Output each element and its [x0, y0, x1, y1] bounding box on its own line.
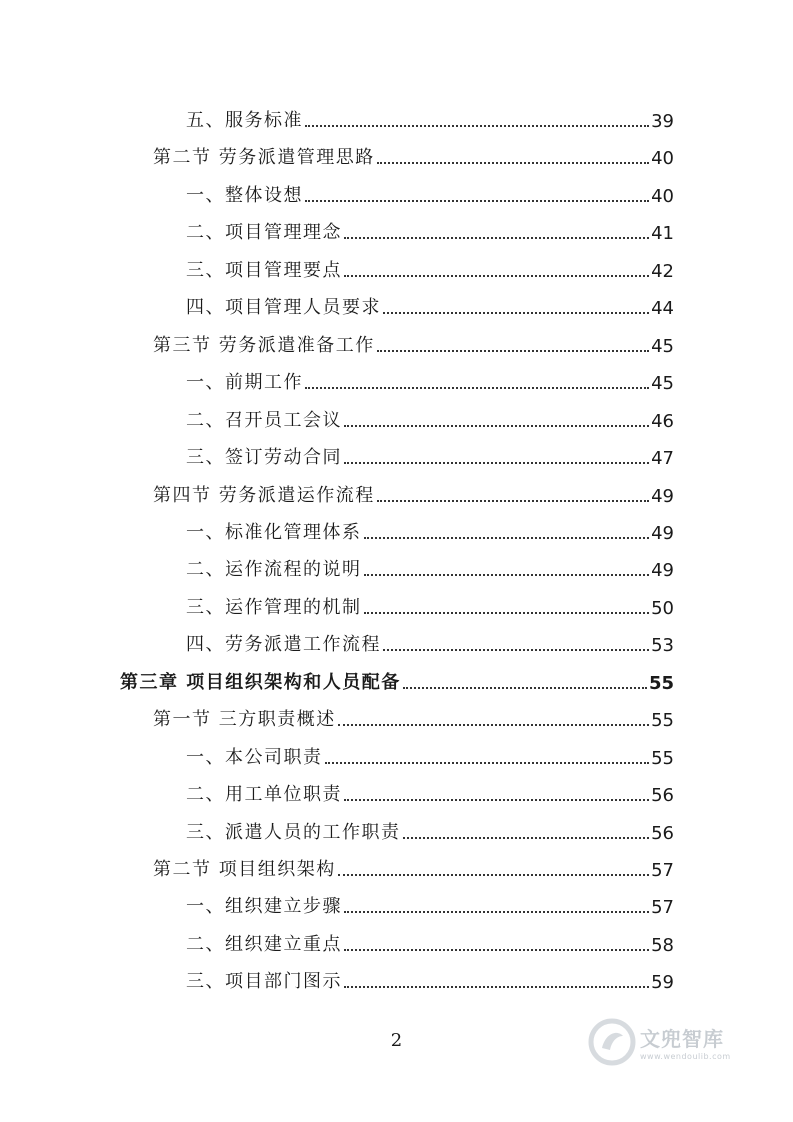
toc-dot-leader	[344, 985, 649, 988]
toc-entry[interactable]	[186, 892, 674, 918]
toc-entry-title: 二、用工单位职责	[186, 784, 342, 805]
toc-dot-leader	[344, 798, 649, 801]
toc-dot-leader	[344, 424, 649, 427]
watermark-logo-icon	[588, 1018, 636, 1066]
toc-dot-leader	[364, 573, 650, 576]
toc-dot-leader	[344, 948, 649, 951]
toc-entry-page: 56	[651, 823, 674, 844]
toc-dot-leader	[338, 723, 649, 726]
toc-entry-title: 三、签订劳动合同	[186, 447, 342, 468]
toc-entry[interactable]	[186, 930, 674, 956]
toc-dot-leader	[338, 873, 649, 876]
toc-entry-title: 第四节 劳务派遣运作流程	[153, 485, 375, 506]
toc-entry-page: 42	[651, 261, 674, 282]
toc-entry[interactable]	[186, 818, 674, 844]
toc-entry-title: 第二节 劳务派遣管理思路	[153, 147, 375, 168]
toc-entry-title: 二、运作流程的说明	[186, 559, 362, 580]
toc-entry-page: 40	[651, 186, 674, 207]
toc-entry[interactable]	[186, 967, 674, 993]
toc-dot-leader	[344, 274, 649, 277]
toc-entry-title: 第三章 项目组织架构和人员配备	[120, 672, 401, 693]
toc-entry-page: 56	[651, 785, 674, 806]
toc-entry-title: 第二节 项目组织架构	[153, 859, 336, 880]
toc-entry-title: 二、项目管理理念	[186, 222, 342, 243]
page-number: 2	[390, 1030, 403, 1051]
toc-entry-title: 三、派遣人员的工作职责	[186, 822, 401, 843]
toc-entry[interactable]	[186, 106, 674, 132]
toc-dot-leader	[403, 686, 647, 689]
toc-entry[interactable]	[186, 181, 674, 207]
toc-entry-page: 58	[651, 935, 674, 956]
toc-entry-title: 四、劳务派遣工作流程	[186, 634, 381, 655]
toc-entry[interactable]	[186, 780, 674, 806]
toc-entry-title: 二、组织建立重点	[186, 934, 342, 955]
toc-entry[interactable]	[153, 143, 674, 169]
toc-dot-leader	[377, 499, 649, 502]
toc-entry-page: 46	[651, 411, 674, 432]
toc-entry-page: 49	[651, 560, 674, 581]
toc-entry-title: 一、本公司职责	[186, 747, 323, 768]
toc-entry-title: 第一节 三方职责概述	[153, 709, 336, 730]
toc-dot-leader	[377, 161, 649, 164]
toc-entry-page: 55	[648, 673, 674, 694]
toc-entry-page: 39	[651, 111, 674, 132]
toc-entry-page: 40	[651, 148, 674, 169]
toc-dot-leader	[403, 836, 650, 839]
toc-entry-title: 第三节 劳务派遣准备工作	[153, 335, 375, 356]
toc-entry-title: 三、运作管理的机制	[186, 597, 362, 618]
toc-entry[interactable]	[153, 855, 674, 881]
toc-entry-page: 55	[651, 710, 674, 731]
toc-entry[interactable]	[120, 668, 674, 694]
toc-entry-page: 55	[651, 748, 674, 769]
toc-entry[interactable]	[186, 406, 674, 432]
toc-entry[interactable]	[186, 443, 674, 469]
toc-entry[interactable]	[153, 331, 674, 357]
toc-entry-title: 五、服务标准	[186, 110, 303, 131]
toc-entry-page: 53	[651, 635, 674, 656]
toc-entry-page: 45	[651, 373, 674, 394]
toc-entry-page: 57	[651, 897, 674, 918]
watermark	[588, 1018, 731, 1066]
watermark-name: 文兜智库	[640, 1027, 724, 1051]
toc-entry[interactable]	[186, 256, 674, 282]
toc-entry-title: 三、项目部门图示	[186, 971, 342, 992]
toc-entry[interactable]	[186, 555, 674, 581]
toc-entry-title: 一、组织建立步骤	[186, 896, 342, 917]
watermark-url: www.wendoulib.com	[640, 1052, 731, 1061]
toc-dot-leader	[305, 199, 649, 202]
toc-dot-leader	[325, 761, 650, 764]
toc-dot-leader	[305, 386, 649, 389]
toc-entry[interactable]	[186, 630, 674, 656]
toc-dot-leader	[305, 124, 649, 127]
toc-entry-page: 50	[651, 598, 674, 619]
toc-entry[interactable]	[153, 705, 674, 731]
toc-dot-leader	[364, 611, 650, 614]
toc-dot-leader	[344, 236, 649, 239]
toc-dot-leader	[383, 311, 649, 314]
toc-entry[interactable]	[186, 293, 674, 319]
toc-dot-leader	[364, 536, 650, 539]
toc-entry-title: 四、项目管理人员要求	[186, 297, 381, 318]
toc-dot-leader	[377, 349, 649, 352]
toc-entry-page: 47	[651, 448, 674, 469]
toc-entry[interactable]	[186, 368, 674, 394]
toc-entry-page: 59	[651, 972, 674, 993]
toc-entry-title: 一、前期工作	[186, 372, 303, 393]
toc-entry-page: 49	[651, 523, 674, 544]
toc-entry-title: 一、标准化管理体系	[186, 522, 362, 543]
toc-entry[interactable]	[186, 518, 674, 544]
toc-entry-title: 一、整体设想	[186, 185, 303, 206]
toc-dot-leader	[344, 461, 649, 464]
toc-entry-page: 41	[651, 223, 674, 244]
toc-entry-page: 57	[651, 860, 674, 881]
toc-entry[interactable]	[186, 743, 674, 769]
toc-entry[interactable]	[186, 593, 674, 619]
toc-entry-title: 三、项目管理要点	[186, 260, 342, 281]
toc-dot-leader	[344, 910, 649, 913]
toc-entry[interactable]	[153, 481, 674, 507]
toc-entry-page: 45	[651, 336, 674, 357]
toc-dot-leader	[383, 648, 649, 651]
toc-entry-page: 49	[651, 486, 674, 507]
toc-entry-page: 44	[651, 298, 674, 319]
toc-entry-title: 二、召开员工会议	[186, 410, 342, 431]
toc-entry[interactable]	[186, 218, 674, 244]
